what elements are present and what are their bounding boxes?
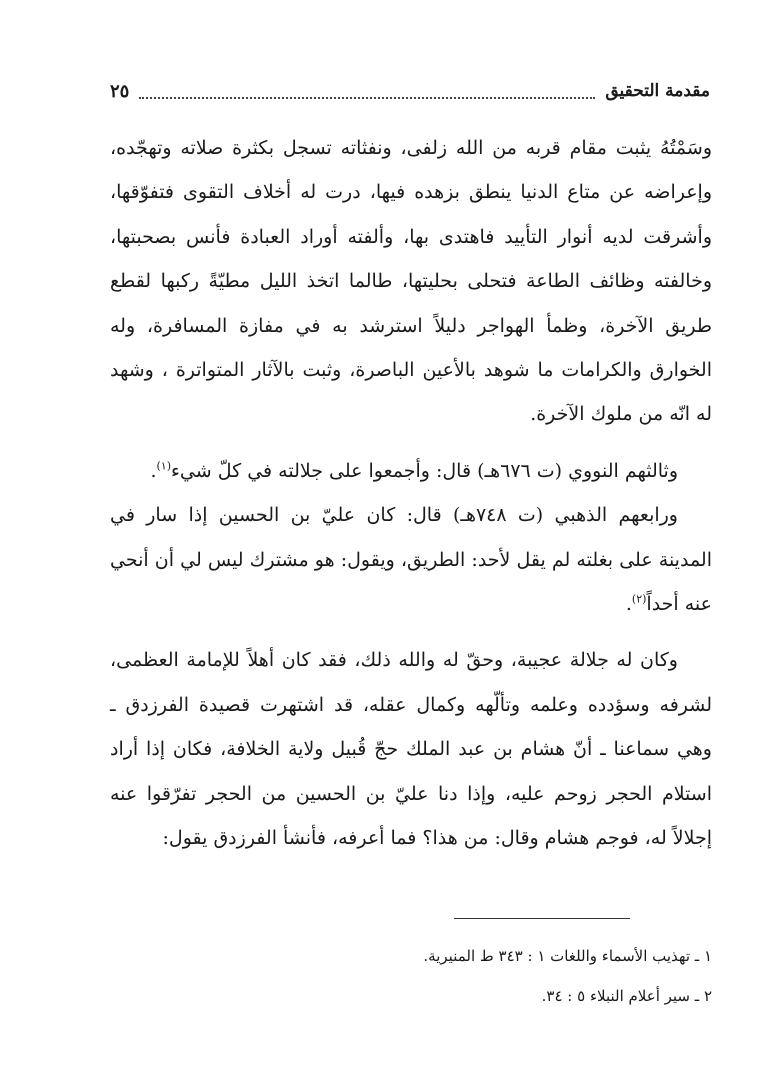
body-text (110, 126, 712, 861)
page-number: ٢٥ (110, 80, 130, 102)
paragraph-3-text: ورابعهم الذهبي (ت ٧٤٨هـ) قال: كان عليّ بن الحسين إذا سار في المدينة على بغلته لم يقل لأحد: الطريق، ويقول: هو مشترك ليس لي أن أنحي عنه أحداً (110, 504, 712, 616)
dot-leader (139, 83, 595, 99)
paragraph-2 (110, 449, 712, 493)
footnote-ref-1: (١) (156, 459, 171, 473)
paragraph-1 (110, 126, 712, 437)
paragraph-4-text: وكان له جلالة عجيبة، وحقّ له والله ذلك، فقد كان أهلاً للإمامة العظمى، لشرفه وسؤدده وعلمه وتألّهه وكمال عقله، قد اشتهرت قصيدة الفرزدق ـ وهي سماعنا ـ أنّ هشام بن عبد الملك حجّ قُبيل ولاية الخلافة، فكان إذا أراد استلام الحجر زوحم عليه، وإذا دنا عليّ بن الحسين من الحجر تفرّقوا عنه إجلالاً له، فوجم هشام وقال: من هذا؟ فما أعرفه، فأنشأ الفرزدق يقول: (110, 649, 712, 850)
paragraph-4 (110, 638, 712, 860)
paragraph-1-text: وسَمْتُهُ يثبت مقام قربه من الله زلفى، ونفثاته تسجل بكثرة صلاته وتهجّده، وإعراضه عن متاع الدنيا ينطق بزهده فيها، درت له أخلاف التقوى فتفوّقها، وأشرقت لديه أنوار التأييد فاهتدى بها، وألفته أوراد العبادة فأنس بصحبتها، وخالفته وظائف الطاعة فتحلى بحليتها، طالما اتخذ الليل مطيّةً ركبها لقطع طريق الآخرة، وظمأ الهواجر دليلاً استرشد به في مفازة المسافرة، وله الخوارق والكرامات ما شوهد بالأعين الباصرة، وثبت بالآثار المتواترة ، وشهد له انّه من ملوك الآخرة. (110, 137, 712, 426)
footnote-ref-2: (٢) (631, 592, 647, 606)
paragraph-3 (110, 493, 712, 626)
footnote-1: ١ ـ تهذيب الأسماء واللغات ١ : ٣٤٣ ط المنيرية. (423, 947, 712, 965)
footnote-separator (454, 918, 630, 919)
footnote-2: ٢ ـ سير أعلام النبلاء ٥ : ٣٤. (541, 987, 712, 1005)
running-header (110, 76, 710, 106)
paragraph-3-end: . (625, 593, 632, 616)
footnotes (200, 936, 712, 1016)
paragraph-2-text: وثالثهم النووي (ت ٦٧٦هـ) قال: وأجمعوا على جلالته في كلّ شيء (171, 459, 678, 482)
paragraph-2-end: . (150, 459, 157, 482)
chapter-title: مقدمة التحقيق (605, 81, 710, 101)
